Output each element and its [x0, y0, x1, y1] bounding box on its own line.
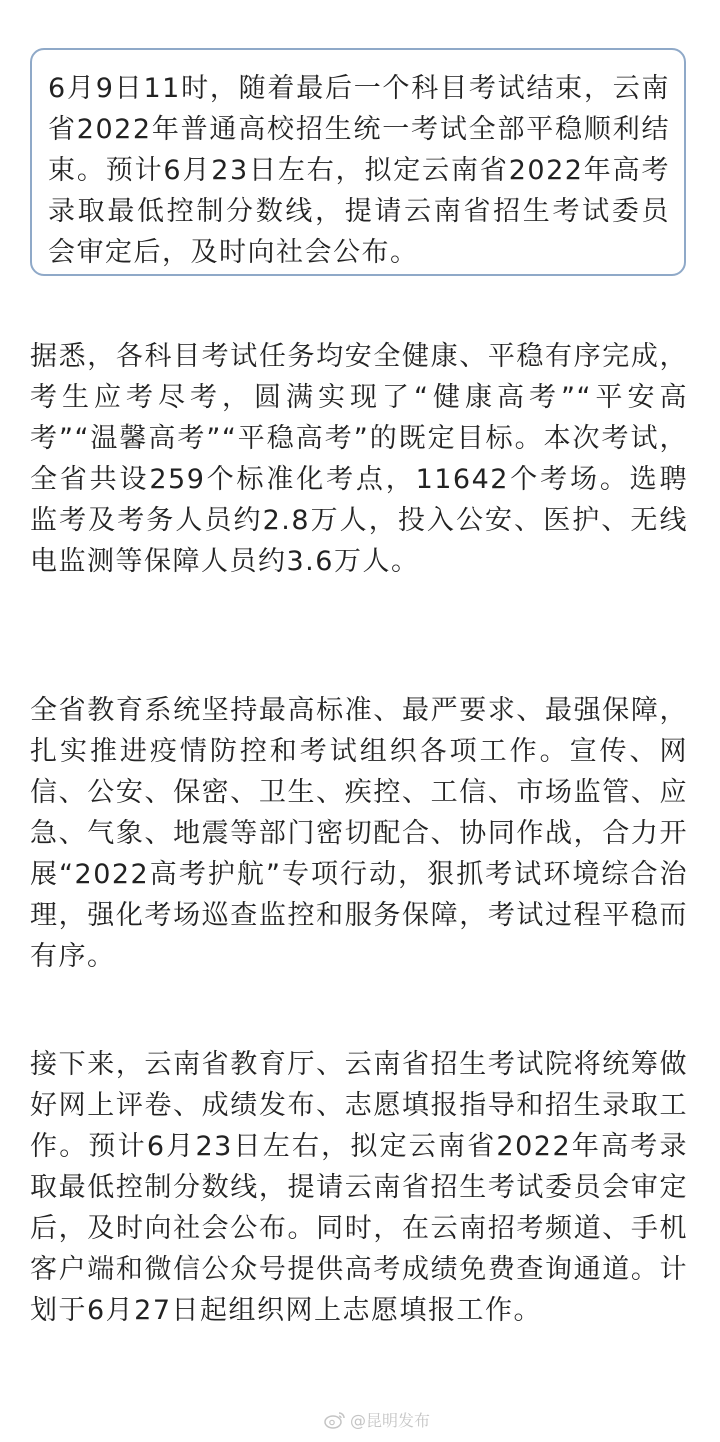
weibo-icon: [324, 1411, 346, 1429]
watermark: [324, 1408, 430, 1431]
summary-text: 6月9日11时，随着最后一个科目考试结束，云南省2022年普通高校招生统一考试全部平稳顺利结束。预计6月23日左右，拟定云南省2022年高考录取最低控制分数线，提请云南省招生考试委员会审定后，及时向社会公布。: [48, 73, 670, 268]
watermark-text: @昆明发布: [349, 1411, 430, 1430]
paragraph-next-steps: 接下来，云南省教育厅、云南省招生考试院将统筹做好网上评卷、成绩发布、志愿填报指导和招生录取工作。预计6月23日左右，拟定云南省2022年高考录取最低控制分数线，提请云南省招生考试委员会审定后，及时向社会公布。同时，在云南招考频道、手机客户端和微信公众号提供高考成绩免费查询通道。计划于6月27日起组织网上志愿填报工作。: [30, 1049, 688, 1326]
paragraph-security-measures: 全省教育系统坚持最高标准、最严要求、最强保障，扎实推进疫情防控和考试组织各项工作。宣传、网信、公安、保密、卫生、疾控、工信、市场监管、应急、气象、地震等部门密切配合、协同作战，合力开展“2022高考护航”专项行动，狠抓考试环境综合治理，强化考场巡查监控和服务保障，考试过程平稳而有序。: [30, 695, 688, 972]
paragraph-exam-overview: 据悉，各科目考试任务均安全健康、平稳有序完成，考生应考尽考，圆满实现了“健康高考”“平安高考”“温馨高考”“平稳高考”的既定目标。本次考试，全省共设259个标准化考点，11642个考场。选聘监考及考务人员约2.8万人，投入公安、医护、无线电监测等保障人员约3.6万人。: [30, 341, 688, 577]
summary-box: [30, 48, 686, 276]
